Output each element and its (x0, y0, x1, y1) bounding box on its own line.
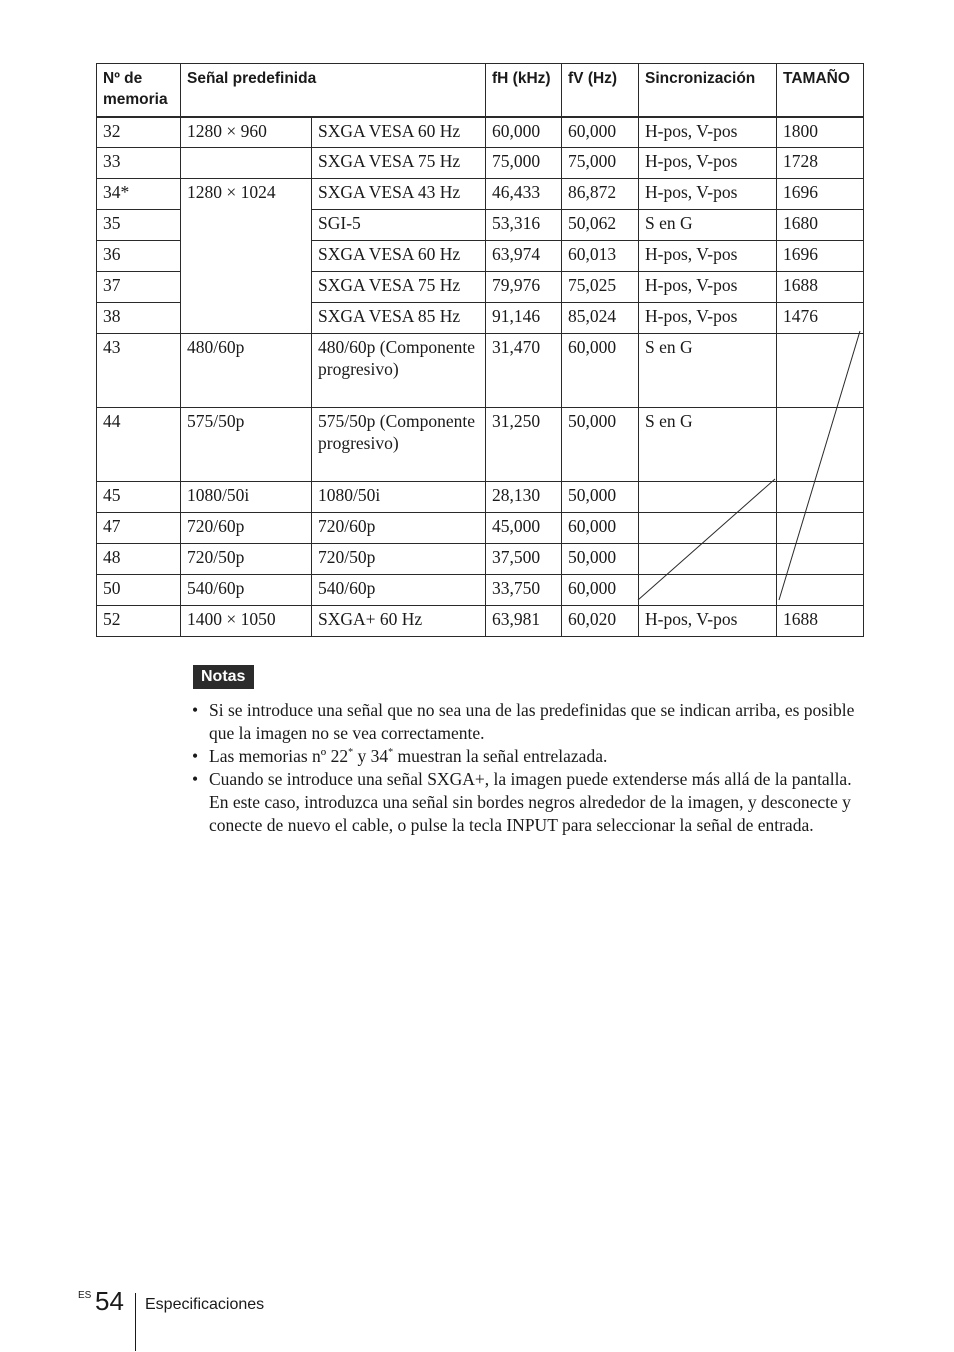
cell-fh: 33,750 (486, 575, 562, 606)
cell-signal: 540/60p (312, 575, 486, 606)
cell-sync: H-pos, V-pos (639, 606, 777, 637)
cell-size: 1728 (777, 148, 864, 179)
cell-mem: 34* (97, 179, 181, 210)
cell-fv: 60,013 (562, 241, 639, 272)
header-memoria: Nº de memoria (97, 64, 181, 117)
cell-res: 575/50p (181, 408, 312, 482)
note-item: • Si se introduce una señal que no sea una de las predefinidas que se indican arriba, es posible que la imagen no se vea correctamente. (190, 699, 865, 745)
cell-res: 720/60p (181, 513, 312, 544)
cell-fh: 63,974 (486, 241, 562, 272)
cell-sync: H-pos, V-pos (639, 272, 777, 303)
cell-fv: 86,872 (562, 179, 639, 210)
cell-mem: 44 (97, 408, 181, 482)
table-row (97, 544, 864, 575)
cell-fv: 50,000 (562, 482, 639, 513)
signal-table (96, 63, 864, 637)
cell-signal: SXGA+ 60 Hz (312, 606, 486, 637)
cell-signal: 720/50p (312, 544, 486, 575)
header-tamano: TAMAÑO (777, 64, 864, 117)
cell-res: 1280 × 960 (181, 117, 312, 148)
cell-res (181, 241, 312, 272)
cell-fh: 45,000 (486, 513, 562, 544)
table-header-row (97, 64, 864, 117)
asterisk-mark: * (348, 747, 354, 758)
cell-sync: S en G (639, 210, 777, 241)
cell-fh: 37,500 (486, 544, 562, 575)
note-item: • Cuando se introduce una señal SXGA+, la imagen puede extenderse más allá de la pantalla. En este caso, introduzca una señal sin bordes negros alrededor de la imagen, y desconecte y conecte de nuevo el cable, o pulse la tecla INPUT para seleccionar la señal de entrada. (190, 768, 865, 837)
cell-size: 1696 (777, 179, 864, 210)
cell-signal: SXGA VESA 85 Hz (312, 303, 486, 334)
cell-fh: 75,000 (486, 148, 562, 179)
table-row (97, 241, 864, 272)
notes-badge: Notas (193, 665, 254, 689)
cell-fh: 46,433 (486, 179, 562, 210)
table-row (97, 575, 864, 606)
cell-fh: 53,316 (486, 210, 562, 241)
cell-res: 540/60p (181, 575, 312, 606)
cell-size (777, 513, 864, 544)
cell-sync: H-pos, V-pos (639, 179, 777, 210)
footer-divider (135, 1293, 136, 1351)
cell-fv: 50,000 (562, 544, 639, 575)
cell-size (777, 544, 864, 575)
cell-fv: 60,000 (562, 575, 639, 606)
table-row (97, 148, 864, 179)
table-row (97, 513, 864, 544)
cell-res: 720/50p (181, 544, 312, 575)
cell-mem: 43 (97, 334, 181, 408)
cell-signal: 720/60p (312, 513, 486, 544)
footer-section-title: Especificaciones (145, 1296, 265, 1313)
cell-size: 1688 (777, 606, 864, 637)
cell-fh: 79,976 (486, 272, 562, 303)
cell-res: 1400 × 1050 (181, 606, 312, 637)
cell-size (777, 334, 864, 408)
cell-mem: 36 (97, 241, 181, 272)
cell-mem: 32 (97, 117, 181, 148)
cell-signal: SGI-5 (312, 210, 486, 241)
header-sync: Sincronización (639, 64, 777, 117)
cell-size: 1696 (777, 241, 864, 272)
table-row (97, 408, 864, 482)
cell-signal: SXGA VESA 75 Hz (312, 272, 486, 303)
cell-size (777, 408, 864, 482)
cell-res (181, 210, 312, 241)
cell-fv: 60,000 (562, 117, 639, 148)
cell-signal: 1080/50i (312, 482, 486, 513)
cell-fv: 60,020 (562, 606, 639, 637)
cell-fh: 31,470 (486, 334, 562, 408)
cell-mem: 52 (97, 606, 181, 637)
note-text: Las memorias nº 22 (209, 746, 349, 766)
table-row (97, 606, 864, 637)
header-fv: fV (Hz) (562, 64, 639, 117)
table-row (97, 303, 864, 334)
cell-fh: 31,250 (486, 408, 562, 482)
cell-fv: 85,024 (562, 303, 639, 334)
cell-res: 480/60p (181, 334, 312, 408)
cell-mem: 48 (97, 544, 181, 575)
cell-res (181, 148, 312, 179)
cell-fv: 50,000 (562, 408, 639, 482)
cell-size: 1688 (777, 272, 864, 303)
cell-signal: SXGA VESA 75 Hz (312, 148, 486, 179)
note-text: y 34 (353, 746, 389, 766)
cell-signal: 575/50p (Componente progresivo) (312, 408, 486, 482)
cell-res: 1280 × 1024 (181, 179, 312, 210)
cell-sync: S en G (639, 408, 777, 482)
cell-signal: SXGA VESA 60 Hz (312, 241, 486, 272)
cell-sync (639, 544, 777, 575)
note-item (190, 745, 865, 768)
cell-size (777, 575, 864, 606)
cell-fh: 91,146 (486, 303, 562, 334)
cell-sync: S en G (639, 334, 777, 408)
cell-mem: 33 (97, 148, 181, 179)
cell-signal: SXGA VESA 43 Hz (312, 179, 486, 210)
cell-fv: 60,000 (562, 513, 639, 544)
cell-fv: 50,062 (562, 210, 639, 241)
cell-sync: H-pos, V-pos (639, 148, 777, 179)
table-row (97, 334, 864, 408)
cell-res (181, 272, 312, 303)
cell-size: 1476 (777, 303, 864, 334)
table-row (97, 179, 864, 210)
cell-sync (639, 575, 777, 606)
cell-size: 1680 (777, 210, 864, 241)
cell-sync (639, 482, 777, 513)
cell-sync (639, 513, 777, 544)
cell-mem: 47 (97, 513, 181, 544)
cell-fv: 75,000 (562, 148, 639, 179)
notes-list (190, 699, 865, 837)
cell-res (181, 303, 312, 334)
cell-mem: 38 (97, 303, 181, 334)
cell-signal: SXGA VESA 60 Hz (312, 117, 486, 148)
cell-fv: 60,000 (562, 334, 639, 408)
page-number: 54 (95, 1286, 124, 1316)
cell-signal: 480/60p (Componente progresivo) (312, 334, 486, 408)
cell-fv: 75,025 (562, 272, 639, 303)
table-row (97, 117, 864, 148)
cell-size: 1800 (777, 117, 864, 148)
cell-mem: 45 (97, 482, 181, 513)
note-text: muestran la señal entrelazada. (393, 746, 608, 766)
cell-sync: H-pos, V-pos (639, 241, 777, 272)
cell-size (777, 482, 864, 513)
cell-fh: 60,000 (486, 117, 562, 148)
cell-mem: 50 (97, 575, 181, 606)
cell-sync: H-pos, V-pos (639, 117, 777, 148)
footer-language-code: ES (78, 1290, 92, 1301)
cell-fh: 28,130 (486, 482, 562, 513)
header-fh: fH (kHz) (486, 64, 562, 117)
cell-res: 1080/50i (181, 482, 312, 513)
table-row (97, 272, 864, 303)
cell-mem: 37 (97, 272, 181, 303)
table-row (97, 210, 864, 241)
cell-mem: 35 (97, 210, 181, 241)
asterisk-mark: * (388, 747, 394, 758)
cell-sync: H-pos, V-pos (639, 303, 777, 334)
table-row (97, 482, 864, 513)
cell-fh: 63,981 (486, 606, 562, 637)
header-senal: Señal predefinida (181, 64, 486, 117)
